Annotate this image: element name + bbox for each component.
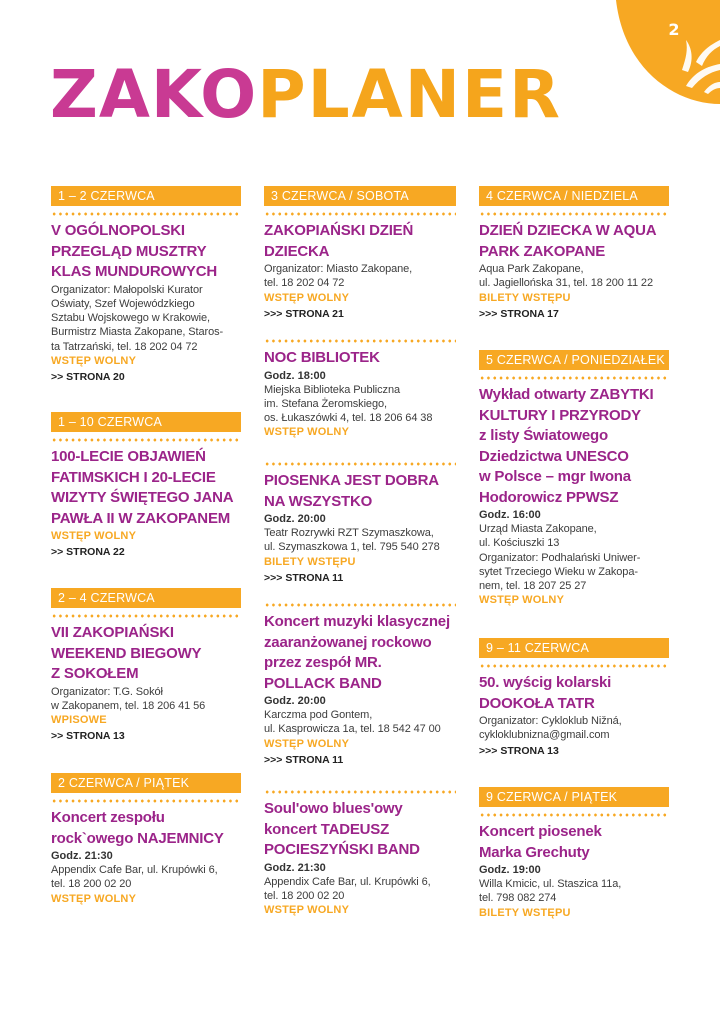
date-header: 3 CZERWCA / SOBOTA — [264, 186, 456, 206]
logo-part-zako: ZAKO — [50, 56, 258, 133]
entry-info: WSTĘP WOLNY — [264, 904, 350, 917]
event-time: Godz. 21:30 — [264, 861, 326, 874]
entry-info: WSTĘP WOLNY — [264, 737, 350, 750]
event-card — [479, 350, 669, 608]
event-details: Organizator: Małopolski Kurator Oświaty, Szef Wojewódzkiego Sztabu Wojskowego w Krakowie, Burmistrz Miasta Zakopane, Staros- ta Tatrzański, tel. 18 202 04 72 — [51, 283, 224, 353]
event-details: Willa Kmicic, ul. Staszica 11a, tel. 798 082 274 — [479, 878, 622, 905]
page-number: 2 — [668, 20, 680, 39]
date-header: 1 – 10 CZERWCA — [51, 412, 241, 432]
date-header: 9 CZERWCA / PIĄTEK — [479, 787, 669, 807]
event-title: 100-LECIE OBJAWIEŃ FATIMSKICH I 20-LECIE WIZYTY ŚWIĘTEGO JANA PAWŁA II W ZAKOPANEM — [51, 448, 234, 527]
page-reference-link[interactable]: >>> STRONA 21 — [264, 307, 344, 320]
dotted-divider — [51, 438, 241, 442]
event-details: Appendix Cafe Bar, ul. Krupówki 6, tel. 18 200 02 20 — [51, 864, 218, 891]
dotted-divider — [264, 212, 456, 216]
event-title: Soul'owo blues'owy koncert TADEUSZ POCIESZYŃSKI BAND — [264, 800, 420, 858]
entry-info: WSTĘP WOLNY — [51, 354, 137, 367]
event-card — [479, 186, 669, 322]
event-title: Koncert muzyki klasycznej zaaranżowanej rockowo przez zespół MR. POLLACK BAND — [264, 613, 450, 692]
zakoplaner-logo — [50, 48, 562, 133]
event-card — [51, 412, 241, 560]
date-header: 2 CZERWCA / PIĄTEK — [51, 773, 241, 793]
event-title: Koncert piosenek Marka Grechuty — [479, 823, 602, 861]
entry-info: BILETY WSTĘPU — [479, 906, 571, 919]
page-reference-link[interactable]: >> STRONA 13 — [51, 730, 125, 743]
event-title: NOC BIBLIOTEK — [264, 349, 380, 366]
dotted-divider — [51, 212, 241, 216]
dotted-divider — [479, 376, 669, 380]
event-title: ZAKOPIAŃSKI DZIEŃ DZIECKA — [264, 222, 414, 260]
event-time: Godz. 20:00 — [264, 513, 326, 525]
event-time: Godz. 16:00 — [479, 509, 541, 521]
event-card — [479, 787, 669, 921]
page-reference-link[interactable]: >> STRONA 22 — [51, 546, 125, 558]
date-header: 2 – 4 CZERWCA — [51, 588, 241, 608]
page-reference-link[interactable]: >> STRONA 20 — [51, 370, 125, 383]
event-details: Organizator: Miasto Zakopane, tel. 18 202 04 72 — [264, 263, 413, 290]
date-header: 9 – 11 CZERWCA — [479, 638, 669, 658]
event-card — [264, 186, 456, 322]
logo-part-planer: PLANER — [257, 56, 562, 133]
entry-info: BILETY WSTĘPU — [479, 291, 571, 304]
event-card — [51, 186, 241, 385]
dotted-divider — [264, 790, 456, 794]
event-card — [264, 597, 456, 768]
event-details: Organizator: Cykloklub Nižná, cykloklubnizna@gmail.com — [479, 715, 622, 742]
entry-info: WSTĘP WOLNY — [264, 291, 350, 304]
event-time: Godz. 18:00 — [264, 369, 326, 382]
event-details: Urząd Miasta Zakopane, ul. Kościuszki 13 Organizator: Podhalański Uniwer- sytet Trzeciego Wieku w Zakopa- nem, tel. 18 207 25 27 — [479, 523, 641, 593]
event-time: Godz. 19:00 — [479, 864, 541, 876]
page-reference-link[interactable]: >>> STRONA 17 — [479, 307, 559, 320]
event-time: Godz. 20:00 — [264, 695, 326, 707]
event-details: Aqua Park Zakopane, ul. Jagiellońska 31, tel. 18 200 11 22 — [479, 263, 653, 290]
event-title: Wykład otwarty ZABYTKI KULTURY I PRZYRODY z listy Światowego Dziedzictwa UNESCO w Polsce – mgr Iwona Hodorowicz PPWSZ — [479, 386, 654, 506]
event-title: DZIEŃ DZIECKA W AQUA PARK ZAKOPANE — [479, 222, 657, 260]
corner-sun-decoration — [616, 0, 720, 104]
event-details: Teatr Rozrywki RZT Szymaszkowa, ul. Szymaszkowa 1, tel. 795 540 278 — [264, 527, 440, 554]
dotted-divider — [264, 603, 456, 607]
event-title: V OGÓLNOPOLSKI PRZEGLĄD MUSZTRY KLAS MUNDUROWYCH — [51, 222, 217, 280]
entry-info: BILETY WSTĘPU — [264, 555, 356, 568]
page-reference-link[interactable]: >>> STRONA 11 — [264, 571, 344, 584]
dotted-divider — [264, 339, 456, 343]
event-card — [264, 456, 456, 586]
dotted-divider — [479, 813, 669, 817]
entry-info: WPISOWE — [51, 714, 107, 727]
dotted-divider — [51, 614, 241, 618]
dotted-divider — [479, 212, 669, 216]
event-details: Miejska Biblioteka Publiczna im. Stefana Żeromskiego, os. Łukaszówki 4, tel. 18 206 64 38 — [264, 383, 433, 425]
page-reference-link[interactable]: >>> STRONA 13 — [479, 744, 559, 757]
event-card — [264, 784, 456, 918]
dotted-divider — [51, 799, 241, 803]
date-header: 5 CZERWCA / PONIEDZIAŁEK — [479, 350, 669, 370]
event-card — [264, 333, 456, 440]
event-title: 50. wyścig kolarski DOOKOŁA TATR — [479, 674, 612, 712]
event-card — [479, 638, 669, 759]
dotted-divider — [264, 462, 456, 466]
page-reference-link[interactable]: >>> STRONA 11 — [264, 753, 344, 766]
entry-info: WSTĘP WOLNY — [479, 594, 565, 607]
event-title: VII ZAKOPIAŃSKI WEEKEND BIEGOWY Z SOKOŁEM — [51, 624, 202, 682]
event-details: Appendix Cafe Bar, ul. Krupówki 6, tel. 18 200 02 20 — [264, 875, 431, 902]
event-card — [51, 588, 241, 744]
date-header: 1 – 2 CZERWCA — [51, 186, 241, 206]
entry-info: WSTĘP WOLNY — [51, 892, 137, 905]
event-details: Karczma pod Gontem, ul. Kasprowicza 1a, tel. 18 542 47 00 — [264, 709, 441, 736]
entry-info: WSTĘP WOLNY — [51, 530, 137, 542]
event-title: PIOSENKA JEST DOBRA NA WSZYSTKO — [264, 472, 439, 510]
event-card — [51, 773, 241, 907]
event-title: Koncert zespołu rock`owego NAJEMNICY — [51, 809, 224, 847]
event-details: Organizator: T.G. Sokół w Zakopanem, tel. 18 206 41 56 — [51, 685, 206, 712]
dotted-divider — [479, 664, 669, 668]
event-time: Godz. 21:30 — [51, 850, 113, 862]
date-header: 4 CZERWCA / NIEDZIELA — [479, 186, 669, 206]
entry-info: WSTĘP WOLNY — [264, 426, 350, 439]
